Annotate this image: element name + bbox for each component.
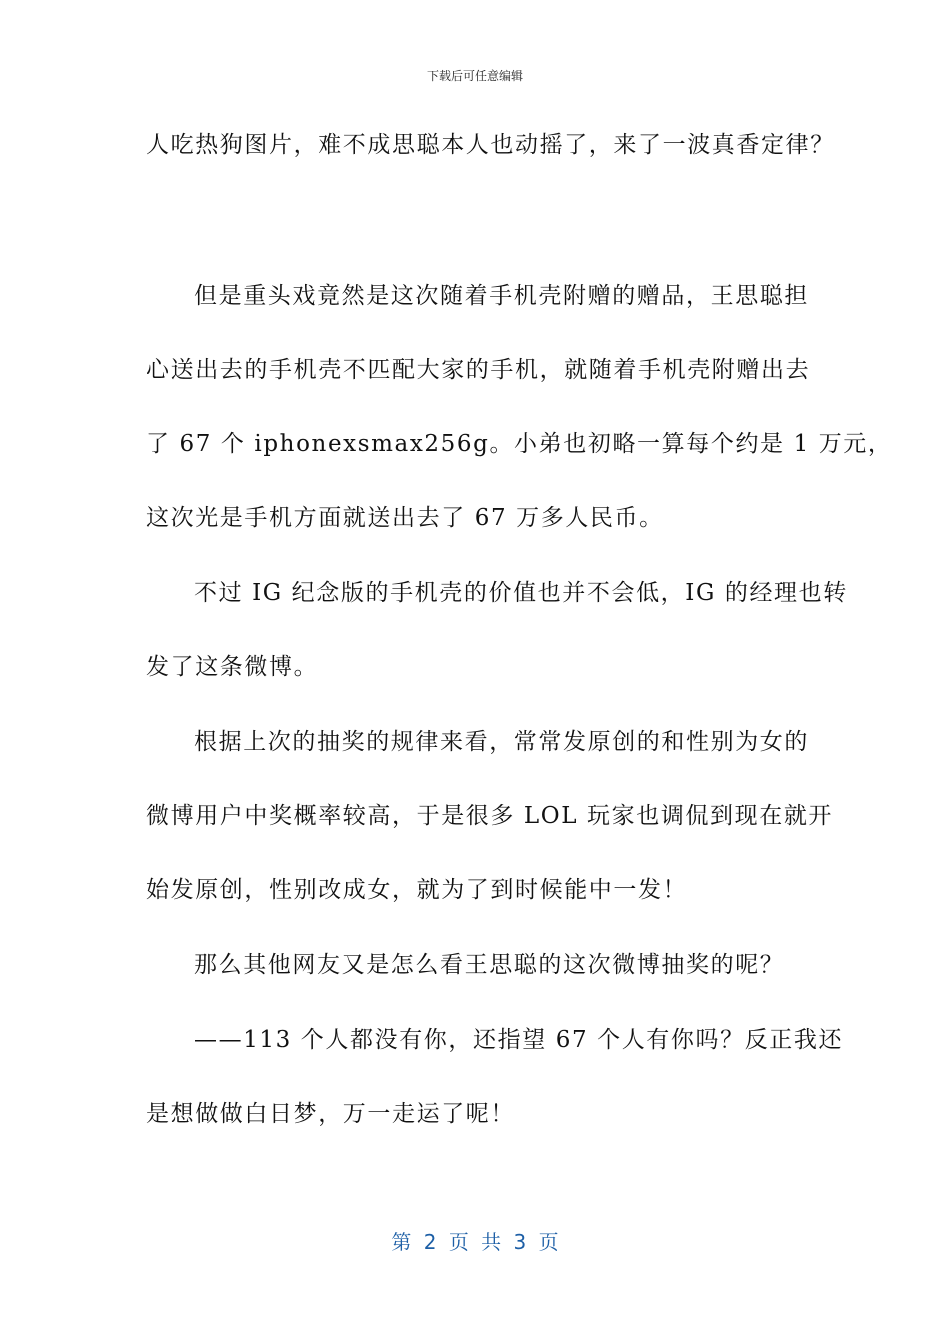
header-note: 下载后可任意编辑 bbox=[426, 69, 523, 83]
text-line: 心送出去的手机壳不匹配大家的手机，就随着手机壳附赠出去 bbox=[146, 357, 811, 383]
text-line: 根据上次的抽奖的规律来看，常常发原创的和性别为女的 bbox=[194, 729, 809, 755]
text-line: 人吃热狗图片，难不成思聪本人也动摇了，来了一波真香定律？ bbox=[146, 132, 835, 158]
text-line: ——113 个人都没有你，还指望 67 个人有你吗？反正我还 bbox=[194, 1027, 844, 1053]
text-line: 了 67 个 iphonexsmax256g。小弟也初略一算每个约是 1 万元， bbox=[146, 431, 893, 457]
text-line: 始发原创，性别改成女，就为了到时候能中一发！ bbox=[146, 877, 688, 903]
text-line: 是想做做白日梦，万一走运了呢！ bbox=[146, 1101, 515, 1127]
page-number: 第 2 页 共 3 页 bbox=[391, 1230, 559, 1254]
text-line: 那么其他网友又是怎么看王思聪的这次微博抽奖的呢？ bbox=[194, 952, 785, 978]
text-line: 不过 IG 纪念版的手机壳的价值也并不会低，IG 的经理也转 bbox=[194, 580, 848, 606]
text-line: 发了这条微博。 bbox=[146, 654, 319, 680]
text-line: 这次光是手机方面就送出去了 67 万多人民币。 bbox=[146, 505, 664, 531]
text-line: 微博用户中奖概率较高，于是很多 LOL 玩家也调侃到现在就开 bbox=[146, 803, 834, 829]
text-line: 但是重头戏竟然是这次随着手机壳附赠的赠品，王思聪担 bbox=[194, 283, 809, 309]
